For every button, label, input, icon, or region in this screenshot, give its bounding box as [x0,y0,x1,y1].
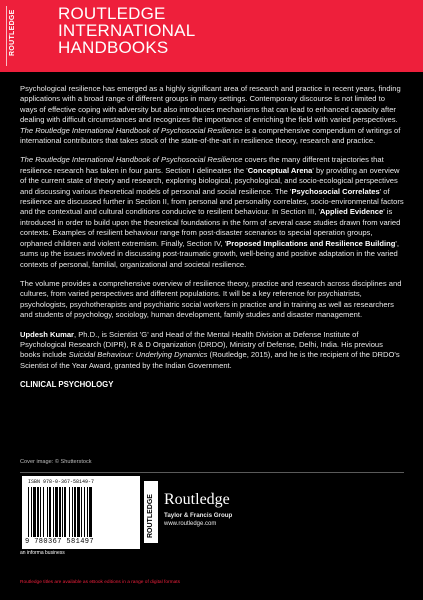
side-tab-label: ROUTLEDGE [9,9,16,56]
section-name: Conceptual Arena [247,165,313,175]
publisher-mark-label: ROUTLEDGE [147,494,154,538]
publisher-website: www.routledge.com [164,521,217,527]
series-line-2: INTERNATIONAL [58,21,196,40]
isbn-barcode [22,476,140,549]
cover-image-credit: Cover image: © Shutterstock [20,459,92,465]
section-name: Applied Evidence [319,207,384,217]
publisher-name: Routledge [164,491,230,508]
blurb-paragraph-3: The volume provides a comprehensive overview of resilience theory, practice and research across disciplines and cultures, from varied perspectives and different populations. It will be a key reference for psychiatrists, psychologists, psychotherapists and psychiatric social workers in practice and in training as well as researchers and students of psychology, sociology, human development, family studies and disaster management. [20,278,402,320]
subject-category: CLINICAL PSYCHOLOGY [20,380,114,390]
routledge-mark-icon [144,481,158,543]
series-banner [0,0,423,72]
isbn-text: ISBN 978-0-367-58149-7 [28,479,95,485]
barcode-bars-icon [28,487,134,537]
series-line-1: ROUTLEDGE [58,4,166,23]
publisher-group: Taylor & Francis Group [164,512,233,519]
section-name: Proposed Implications and Resilience Building [226,238,396,248]
isbn-digits: 9 780367 581497 [25,538,95,546]
series-line-3: HANDBOOKS [58,38,169,57]
book-title: The Routledge International Handbook of Psychosocial Resilience [20,155,243,165]
ebook-note: Routledge titles are available as eBook editions in a range of digital formats [20,580,180,585]
book-title: The Routledge International Handbook of Psychosocial Resilience [20,125,243,135]
blurb-paragraph-2: The Routledge International Handbook of Psychosocial Resilience covers the many different trajectories that resilience research has taken in four parts. Section I delineates the 'Conceptual Arena' by providing an overview of the current state of theory and research, exploring biological, psychological, and socio-ecological perspectives and discussing various theoretical models of personal and social resilience. The 'Psychosocial Correlates' of resilience are discussed further in Section II, from personal and personality correlates, socio-environmental factors and the contextual and cultural conditions conducive to resilient behaviour. In Section III, 'Applied Evidence' is introduced in order to build upon the theoretical foundations in the form of several case studies drawn from varied contexts. Examples of resilient behaviour range from post-disaster scenarios to special operation groups, orphaned children and violent extremism. Finally, Section IV, 'Proposed Implications and Resilience Building', sums up the issues involved in discussing post-traumatic growth, well-being and positive adaptation in the varied contexts of personal, familial, organizational and societal resilience. [20,155,404,269]
author-bio: Updesh Kumar, Ph.D., is Scientist 'G' and Head of the Mental Health Division at Defense Institute of Psychological Research (DIPR), R & D Organization (DRDO), Ministry of Defense, Delhi, India. His previous books include Suicidal Behaviour: Underlying Dynamics (Routledge, 2015), and he is the recipient of the DRDO's Scientist of the Year Award, granted by the Indian Government. [20,329,400,370]
publisher-logo [144,477,294,547]
section-name: Psychosocial Correlates [291,186,380,196]
blurb-content [20,84,404,391]
divider [20,472,404,473]
author-name: Updesh Kumar [20,329,75,339]
previous-book-title: Suicidal Behaviour: Underlying Dynamics [68,350,208,360]
series-title [58,5,195,56]
informa-tagline: an informa business [20,550,65,556]
blurb-paragraph-1: Psychological resilience has emerged as a highly significant area of research and practice in recent years, finding applications with a broad range of different groups in many settings. Contemporary discourse is not limited to ways of effective coping with adversity but also introduces mechanisms that can lead to enhanced capacity after dealing with difficult circumstances and recognizes the importance of enriching the field with varied perspectives. The Routledge International Handbook of Psychosocial Resilience is a comprehensive compendium of writings of international contributors that takes stock of the state-of-the-art in resilience theory, research and practice. [20,84,401,146]
routledge-side-tab [6,6,47,66]
